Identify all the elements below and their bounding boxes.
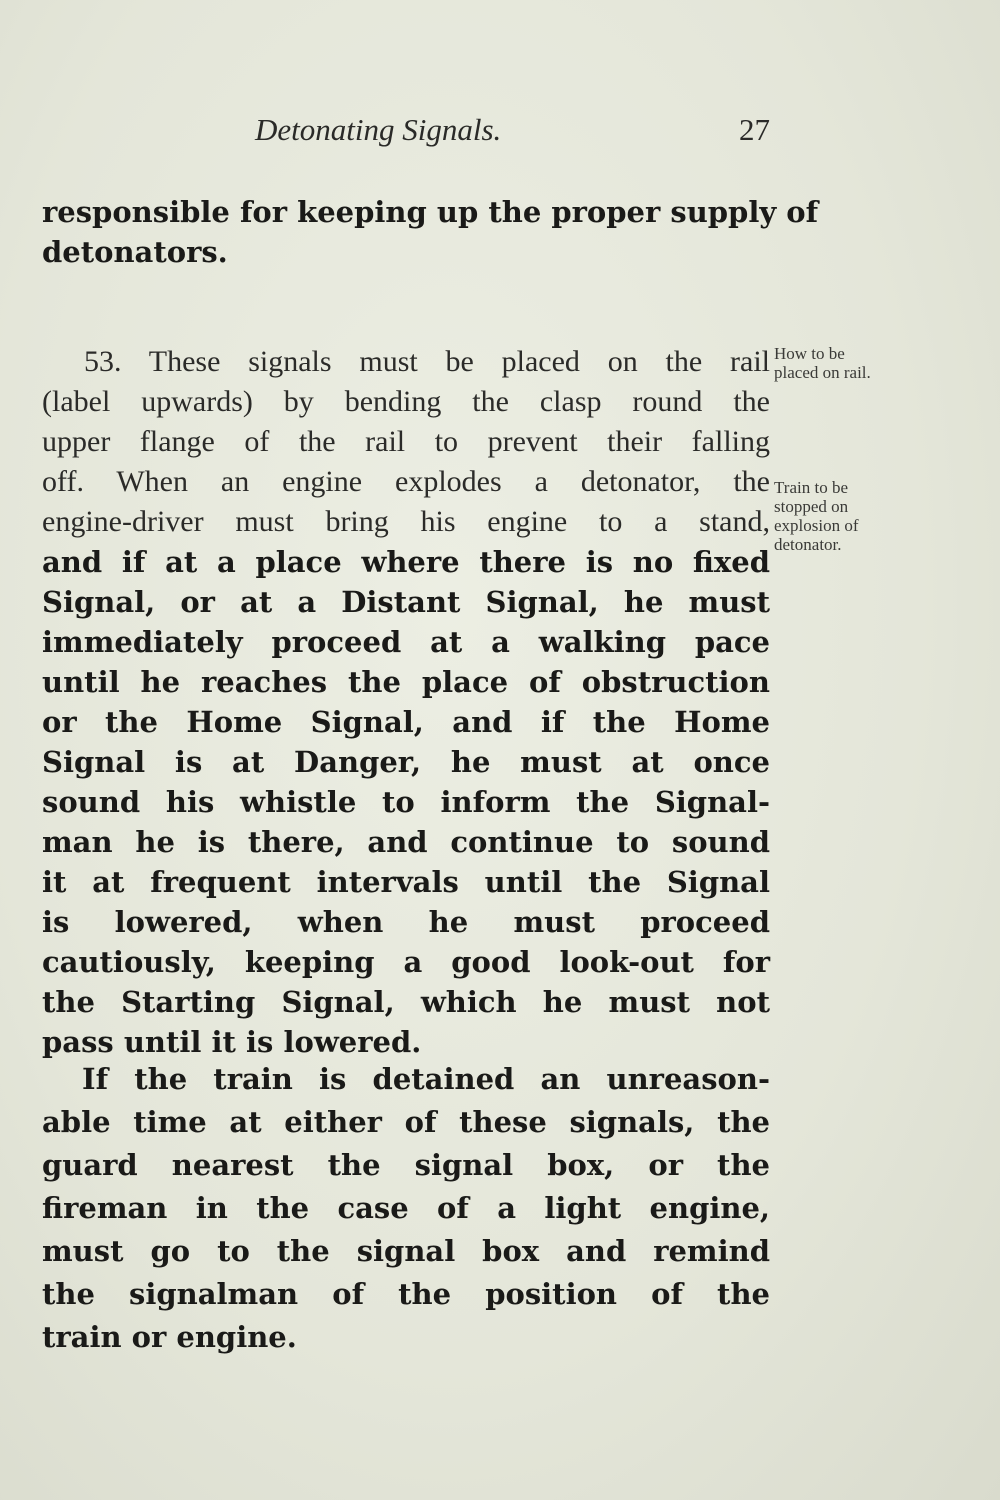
paragraph-detained-train [42, 1058, 770, 1359]
text-line: If the train is detained an unreason- [82, 1062, 770, 1096]
text-line: guard nearest the signal box, or the [42, 1148, 770, 1182]
text-line: immediately proceed at a walking pace [42, 625, 770, 659]
text-line: responsible for keeping up the proper supply of [42, 195, 819, 229]
text-line: sound his whistle to inform the Signal- [42, 785, 770, 819]
text-line: train or engine. [42, 1320, 297, 1354]
text-line: must go to the signal box and remind [42, 1234, 770, 1268]
text-line: or the Home Signal, and if the Home [42, 705, 770, 739]
margin-note-line: detonator. [774, 535, 842, 554]
text-line: upper flange of the rail to prevent their falling [42, 425, 770, 458]
margin-note-stop [774, 478, 934, 554]
text-line: detonators. [42, 235, 228, 269]
margin-note-placement [774, 344, 934, 382]
text-line: fireman in the case of a light engine, [42, 1191, 770, 1225]
margin-note-line: explosion of [774, 516, 859, 535]
text-line: it at frequent intervals until the Signal [42, 865, 770, 899]
paragraph-53-regular [42, 342, 770, 542]
margin-note-line: placed on rail. [774, 363, 871, 382]
margin-note-line: Train to be [774, 478, 848, 497]
paragraph-continuation [42, 192, 819, 272]
text-line: (label upwards) by bending the clasp round the [42, 385, 770, 418]
text-line: the Starting Signal, which he must not [42, 985, 770, 1019]
margin-note-line: stopped on [774, 497, 849, 516]
text-line: off. When an engine explodes a detonator, the [42, 465, 770, 498]
running-head [40, 112, 770, 152]
text-line: pass until it is lowered. [42, 1025, 422, 1059]
running-title: Detonating Signals. [255, 112, 502, 147]
text-line: until he reaches the place of obstruction [42, 665, 770, 699]
text-line: Signal, or at a Distant Signal, he must [42, 585, 770, 619]
text-line: able time at either of these signals, the [42, 1105, 770, 1139]
text-line: is lowered, when he must proceed [42, 905, 770, 939]
text-line: 53. These signals must be placed on the rail [84, 345, 770, 378]
text-line: and if at a place where there is no fixed [42, 545, 770, 579]
text-line: man he is there, and continue to sound [42, 825, 770, 859]
text-line: cautiously, keeping a good look-out for [42, 945, 770, 979]
text-line: Signal is at Danger, he must at once [42, 745, 770, 779]
paragraph-53-bold [42, 542, 770, 1062]
text-line: engine-driver must bring his engine to a stand, [42, 505, 770, 538]
page-number: 27 [739, 112, 770, 147]
text-line: the signalman of the position of the [42, 1277, 770, 1311]
margin-note-line: How to be [774, 344, 845, 363]
